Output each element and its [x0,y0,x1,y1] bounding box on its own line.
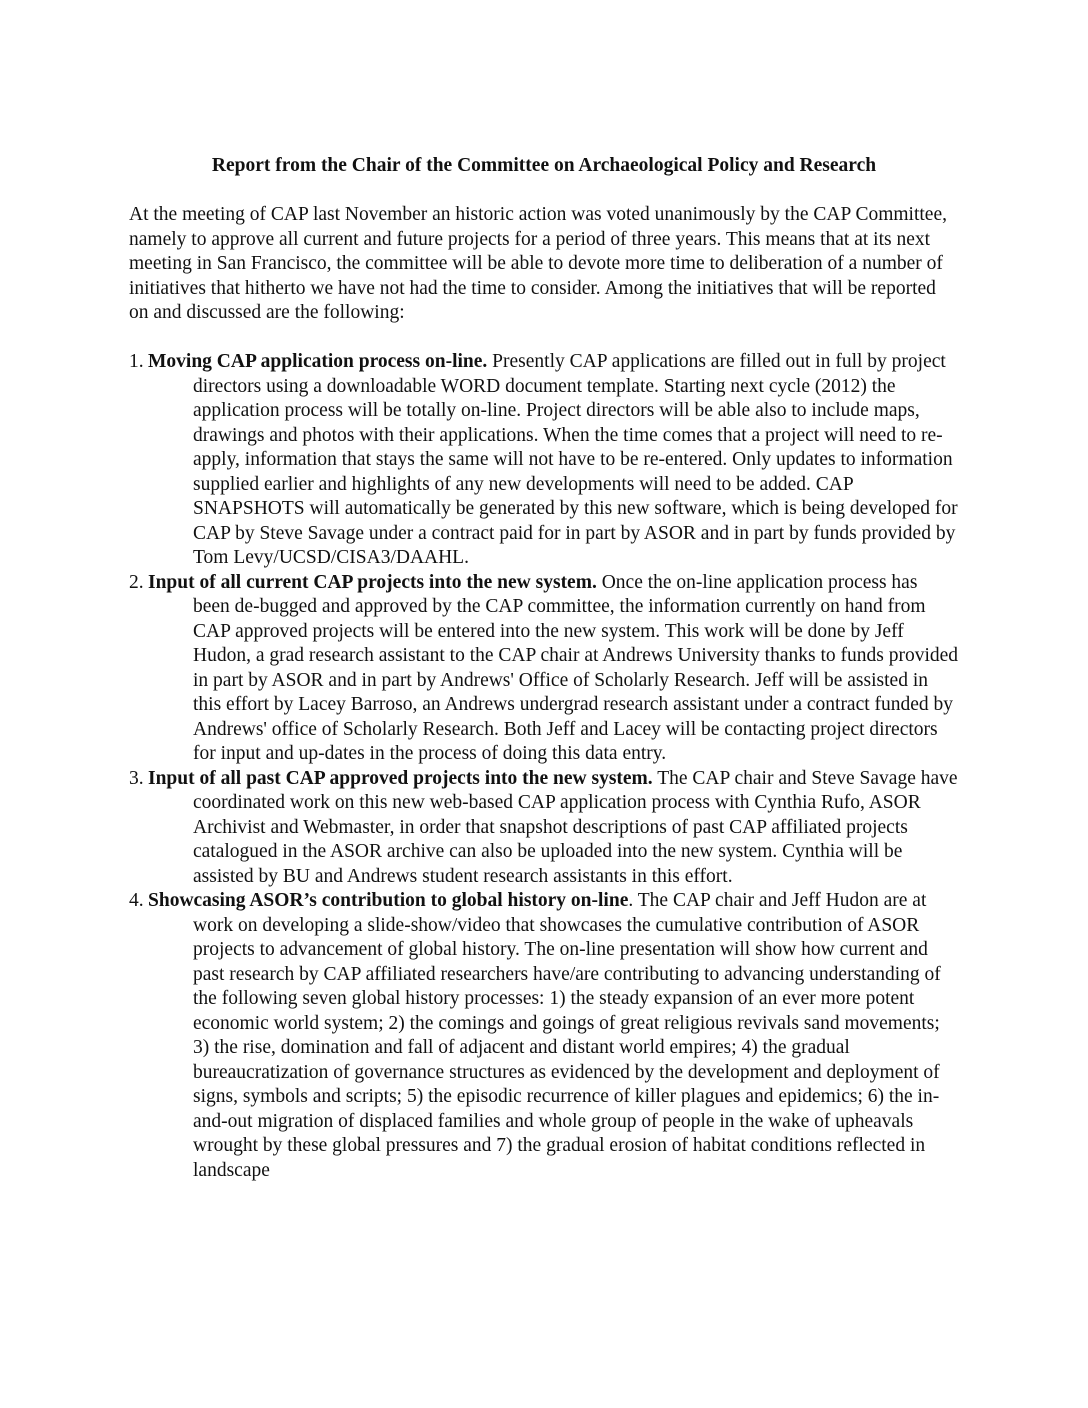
item-body: . The CAP chair and Jeff Hudon are at work on developing a slide-show/video that showcases the cumulative contribution of ASOR projects to advancement of global history. The on-line presentation will show how current and past research by CAP affiliated researchers have/are contributing to advancing understanding of the following seven global history processes: 1) the steady expansion of an ever more potent economic world system; 2) the comings and goings of great religious revivals sand movements; 3) the rise, domination and fall of adjacent and distant world empires; 4) the gradual bureaucratization of governance structures as evidenced by the development and deployment of signs, symbols and scripts; 5) the episodic recurrence of killer plagues and epidemics; 6) the in-and-out migration of displaced families and whole group of people in the wake of upheavals wrought by these global pressures and 7) the gradual erosion of habitat conditions reflected in landscape [193,890,941,1181]
item-body: Once the on-line application process has been de-bugged and approved by the CAP committee, the information currently on hand from CAP approved projects will be entered into the new system. This work will be done by Jeff Hudon, a grad research assistant to the CAP chair at Andrews University thanks to funds provided in part by ASOR and in part by Andrews' Office of Scholarly Research. Jeff will be assisted in this effort by Lacey Barroso, an Andrews undergrad research assistant under a contract funded by Andrews' office of Scholarly Research. Both Jeff and Lacey will be contacting project directors for input and up-dates in the process of doing this data entry. [193,571,959,764]
item-number: 3. [129,767,144,789]
item-body: The CAP chair and Steve Savage have coordinated work on this new web-based CAP application process with Cynthia Rufo, ASOR Archivist and Webmaster, in order that snapshot descriptions of past CAP affiliated projects catalogued in the ASOR archive can also be uploaded into the new system. Cynthia will be assisted by BU and Andrews student research assistants in this effort. [193,767,958,887]
intro-paragraph: At the meeting of CAP last November an historic action was voted unanimously by the CAP Committee, namely to approve all current and future projects for a period of three years. This means that at its next meeting in San Francisco, the committee will be able to devote more time to deliberation of a number of initiatives that hitherto we have not had the time to consider. Among the initiatives that will be reported on and discussed are the following: [129,204,947,323]
item-heading: Input of all current CAP projects into the new system. [148,571,597,593]
list-item [129,350,959,571]
list-item [129,571,959,767]
item-heading: Input of all past CAP approved projects into the new system. [148,767,653,789]
item-number: 4. [129,890,144,911]
item-heading: Showcasing ASOR’s contribution to global history on-line [148,890,629,911]
item-number: 2. [129,571,144,593]
list-item [129,889,959,1183]
initiatives-list [129,350,959,1183]
report-title: Report from the Chair of the Committee on Archaeological Policy and Research [211,155,877,176]
item-heading: Moving CAP application process on-line. [148,351,488,372]
item-number: 1. [129,351,144,372]
item-body: Presently CAP applications are filled out in full by project directors using a downloadable WORD document template. Starting next cycle (2012) the application process will be totally on-line. Project directors will be able also to include maps, drawings and photos with their applications. When the time comes that a project will need to re-apply, information that stays the same will not have to be re-entered. Only updates to information supplied earlier and highlights of any new developments will need to be added. CAP SNAPSHOTS will automatically be generated by this new software, which is being developed for CAP by Steve Savage under a contract paid for in part by ASOR and in part by funds provided by Tom Levy/UCSD/CISA3/DAAHL. [193,351,958,568]
list-item [129,767,959,890]
